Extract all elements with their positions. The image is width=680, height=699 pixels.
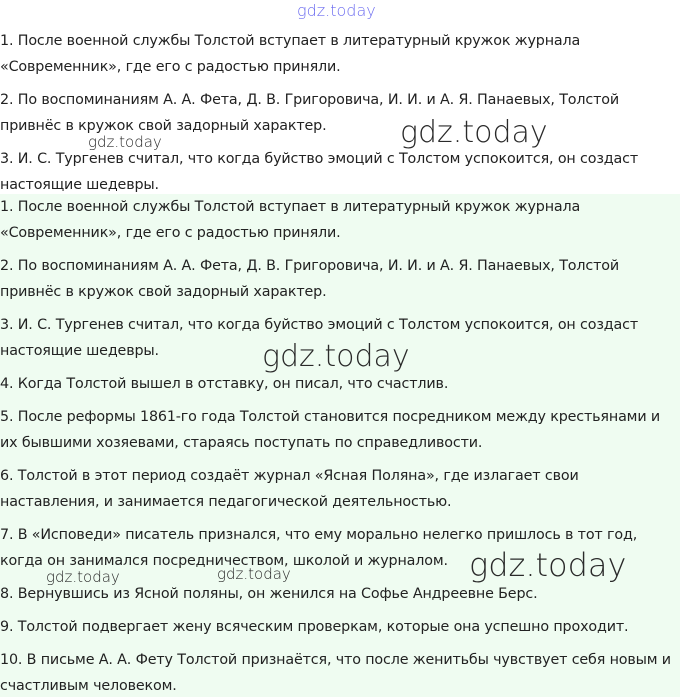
watermark: gdz.today: [217, 565, 291, 583]
list-item: 5. После реформы 1861-го года Толстой становится посредником между крестьянами и их бывшими хозяевами, стараясь поступать по справедливости.: [0, 409, 660, 451]
list-item: 8. Вернувшись из Ясной поляны, он женился на Софье Андреевне Берс.: [0, 586, 538, 602]
list-item: 1. После военной службы Толстой вступает в литературный кружок журнала «Современник», где его с радостью приняли.: [0, 199, 581, 241]
watermark: gdz.today: [400, 115, 548, 150]
watermark: gdz.today: [46, 568, 120, 586]
watermark: gdz.today: [88, 133, 162, 151]
watermark: gdz.today: [262, 339, 410, 374]
watermark-header: gdz.today: [297, 1, 376, 20]
list-item: 4. Когда Толстой вышел в отставку, он писал, что счастлив.: [0, 376, 449, 392]
list-item: 2. По воспоминаниям А. А. Фета, Д. В. Григоровича, И. И. и А. Я. Панаевых, Толстой привнёс в кружок свой задорный характер.: [0, 92, 619, 134]
list-item: 3. И. С. Тургенев считал, что когда буйство эмоций с Толстом успокоится, он создаст настоящие шедевры.: [0, 317, 639, 359]
answer-block-top: [0, 0, 680, 194]
list-item: 6. Толстой в этот период создаёт журнал «Ясная Поляна», где излагает свои наставления, и занимается педагогической деятельностью.: [0, 468, 579, 510]
list-item: 2. По воспоминаниям А. А. Фета, Д. В. Григоровича, И. И. и А. Я. Панаевых, Толстой привнёс в кружок свой задорный характер.: [0, 258, 619, 300]
list-item: 10. В письме А. А. Фету Толстой признаётся, что после женитьбы чувствует себя новым и счастливым человеком.: [0, 652, 671, 694]
list-item: 3. И. С. Тургенев считал, что когда буйство эмоций с Толстом успокоится, он создаст настоящие шедевры.: [0, 151, 639, 193]
list-item: 9. Толстой подвергает жену всяческим проверкам, которые она успешно проходит.: [0, 619, 629, 635]
watermark: gdz.today: [469, 546, 627, 584]
answer-block-bottom: [0, 194, 680, 697]
list-item: 7. В «Исповеди» писатель признался, что ему морально нелегко пришлось в тот год, когда он занимался посредничеством, школой и журналом.: [0, 527, 638, 569]
list-item: 1. После военной службы Толстой вступает в литературный кружок журнала «Современник», где его с радостью приняли.: [0, 33, 581, 75]
